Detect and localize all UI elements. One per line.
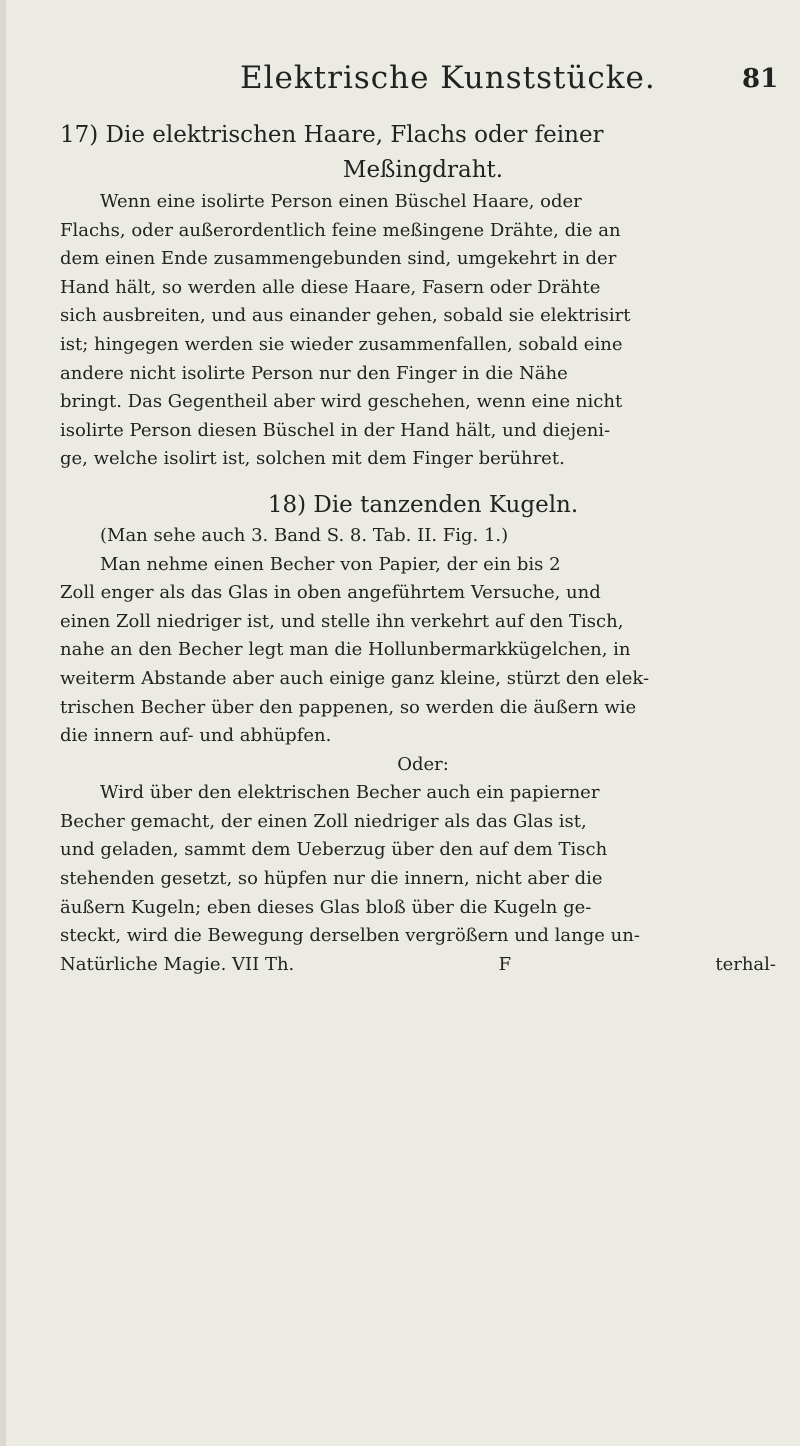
section-17-title-line-1: 17) Die elektrischen Haare, Flachs oder feiner [60,122,604,148]
signature-text: Natürliche Magie. VII Th. [60,953,295,975]
text-line: Hand hält, so werden alle diese Haare, Fasern oder Drähte [60,276,601,298]
text-line: Zoll enger als das Glas in oben angeführtem Versuche, und [60,582,601,604]
page-number: 81 [742,64,779,94]
text-line: sich ausbreiten, und aus einander gehen, sobald sie elektrisirt [60,305,631,327]
text-line: stehenden gesetzt, so hüpfen nur die innern, nicht aber die [60,868,603,890]
section-18-title: 18) Die tanzenden Kugeln. [267,491,579,518]
text-line: weiterm Abstande aber auch einige ganz kleine, stürzt den elek- [60,667,650,689]
text-line: ge, welche isolirt ist, solchen mit dem Finger berühret. [60,448,565,470]
text-line: Wenn eine isolirte Person einen Büschel Haare, oder [100,191,582,212]
text-line: ist; hingegen werden sie wieder zusammenfallen, sobald eine [60,333,623,355]
text-line: steckt, wird die Bewegung derselben vergrößern und lange un- [60,925,640,947]
text-line: Man nehme einen Becher von Papier, der ein bis 2 [100,553,561,575]
text-line: andere nicht isolirte Person nur den Finger in die Nähe [60,362,568,384]
catchword: terhal- [715,953,776,975]
text-line: Becher gemacht, der einen Zoll niedriger als das Glas ist, [60,810,587,832]
page-footer [60,951,786,980]
text-line: und geladen, sammt dem Ueberzug über den auf dem Tisch [60,839,608,861]
text-line: Wird über den elektrischen Becher auch ein papierner [100,782,600,804]
text-line: die innern auf- und abhüpfen. [60,725,332,747]
binding-gutter [0,0,6,1446]
text-line: nahe an den Becher legt man die Hollunbermarkkügelchen, in [60,639,631,661]
text-line: dem einen Ende zusammengebunden sind, umgekehrt in der [60,248,617,270]
section-18-reference: (Man sehe auch 3. Band S. 8. Tab. II. Fig. 1.) [100,524,509,546]
page-body [60,118,786,979]
text-line: trischen Becher über den pappenen, so werden die äußern wie [60,696,637,718]
oder-heading: Oder: [397,753,449,775]
running-header [0,60,800,100]
running-title: Elektrische Kunststücke. [240,60,656,96]
text-line: bringt. Das Gegentheil aber wird geschehen, wenn eine nicht [60,391,623,413]
section-17-title-line-2: Meßingdraht. [342,157,504,183]
text-line: einen Zoll niedriger ist, und stelle ihn verkehrt auf den Tisch, [60,610,624,632]
text-line: äußern Kugeln; eben dieses Glas bloß über die Kugeln ge- [60,896,592,918]
signature-mark: F [498,953,512,975]
text-line: Flachs, oder außerordentlich feine meßingene Drähte, die an [60,219,621,241]
text-line: isolirte Person diesen Büschel in der Hand hält, und diejeni- [60,419,611,441]
